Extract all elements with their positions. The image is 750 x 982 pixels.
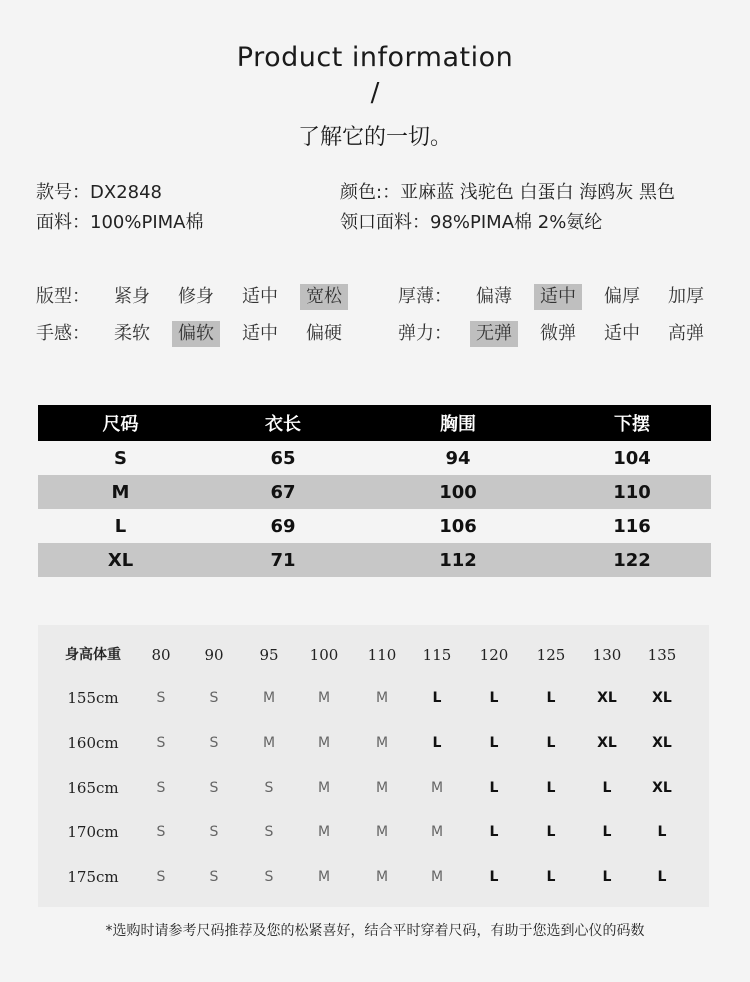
recommended-size-cell: M [317, 735, 331, 751]
recommended-size-cell: S [209, 869, 219, 885]
recommended-size-cell: S [264, 824, 274, 840]
weight-header: 120 [479, 646, 509, 664]
hem-cell: 116 [613, 515, 651, 537]
recommended-size-cell: M [317, 869, 331, 885]
recommended-size-cell: M [317, 824, 331, 840]
feel-option: 适中 [242, 323, 278, 344]
reference-header-row [38, 643, 709, 667]
feel-label: 手感： [36, 323, 90, 344]
recommended-size-cell: L [546, 869, 556, 885]
recommended-size-cell: M [375, 780, 389, 796]
recommended-size-cell: L [489, 824, 499, 840]
height-label: 175cm [67, 868, 119, 886]
thickness-option: 适中 [534, 284, 582, 310]
table-row [38, 441, 711, 475]
weight-header: 95 [259, 646, 279, 664]
reference-row [38, 731, 709, 755]
page-title: Product information [236, 42, 514, 73]
height-label: 165cm [67, 779, 119, 797]
recommended-size-cell: L [602, 824, 612, 840]
color-info: 颜色:：亚麻蓝 浅驼色 白蛋白 海鸥灰 黑色 [340, 182, 675, 203]
weight-header: 125 [536, 646, 566, 664]
chest-cell: 94 [445, 447, 471, 469]
size-table [38, 405, 711, 577]
attr-row-2 [36, 321, 726, 347]
recommended-size-cell: M [262, 690, 276, 706]
recommended-size-cell: L [489, 690, 499, 706]
fabric-info: 面料：100%PIMA棉 [36, 212, 204, 233]
recommended-size-cell: S [209, 690, 219, 706]
chest-cell: 112 [439, 549, 477, 571]
size-cell: M [111, 481, 130, 503]
fit-label: 版型： [36, 286, 90, 307]
length-cell: 67 [270, 481, 296, 503]
recommended-size-cell: L [489, 869, 499, 885]
height-label: 155cm [67, 689, 119, 707]
hem-cell: 122 [613, 549, 651, 571]
size-cell: XL [107, 549, 134, 571]
chest-cell: 100 [439, 481, 477, 503]
weight-header: 110 [367, 646, 397, 664]
recommended-size-cell: M [375, 869, 389, 885]
title-divider: / [370, 78, 380, 108]
table-row [38, 509, 711, 543]
style-number: 款号：DX2848 [36, 182, 162, 203]
attr-row-1 [36, 284, 726, 310]
recommended-size-cell: S [156, 735, 166, 751]
reference-row [38, 686, 709, 710]
header-size: 尺码 [102, 414, 139, 435]
length-cell: 69 [270, 515, 296, 537]
page-subtitle: 了解它的一切。 [297, 125, 452, 150]
recommended-size-cell: L [489, 735, 499, 751]
recommended-size-cell: M [262, 735, 276, 751]
elasticity-option: 无弹 [470, 321, 518, 347]
header-chest: 胸围 [440, 414, 476, 435]
elasticity-label: 弹力： [398, 323, 452, 344]
recommended-size-cell: S [264, 869, 274, 885]
thickness-option: 偏薄 [476, 286, 512, 307]
recommended-size-cell: L [546, 735, 556, 751]
table-row [38, 475, 711, 509]
recommended-size-cell: S [209, 780, 219, 796]
recommended-size-cell: XL [597, 735, 617, 751]
recommended-size-cell: S [264, 780, 274, 796]
weight-header: 130 [592, 646, 622, 664]
hem-cell: 110 [613, 481, 651, 503]
weight-header: 90 [204, 646, 224, 664]
recommended-size-cell: S [156, 690, 166, 706]
collar-fabric-info: 领口面料：98%PIMA棉 2%氨纶 [340, 212, 603, 233]
size-reference-grid [38, 625, 709, 907]
recommended-size-cell: L [546, 690, 556, 706]
recommended-size-cell: M [375, 824, 389, 840]
thickness-option: 偏厚 [604, 286, 640, 307]
size-advice-note: *选购时请参考尺码推荐及您的松紧喜好，结合平时穿着尺码，有助于您选到心仪的码数 [105, 923, 645, 939]
fit-option: 适中 [242, 286, 278, 307]
recommended-size-cell: S [156, 869, 166, 885]
header-hem: 下摆 [614, 414, 650, 435]
feel-option: 偏软 [172, 321, 220, 347]
size-cell: S [114, 447, 127, 469]
recommended-size-cell: M [375, 690, 389, 706]
recommended-size-cell: S [209, 735, 219, 751]
recommended-size-cell: L [546, 780, 556, 796]
size-table-header [38, 405, 711, 441]
recommended-size-cell: M [430, 869, 444, 885]
fit-option: 紧身 [114, 286, 150, 307]
weight-header: 135 [647, 646, 677, 664]
recommended-size-cell: L [432, 690, 442, 706]
weight-header: 80 [151, 646, 171, 664]
reference-corner-label: 身高体重 [65, 647, 121, 663]
elasticity-option: 适中 [604, 323, 640, 344]
recommended-size-cell: M [430, 824, 444, 840]
thickness-label: 厚薄： [398, 286, 452, 307]
recommended-size-cell: S [209, 824, 219, 840]
weight-header: 100 [309, 646, 339, 664]
recommended-size-cell: M [317, 780, 331, 796]
reference-row [38, 820, 709, 844]
recommended-size-cell: L [432, 735, 442, 751]
reference-row [38, 865, 709, 889]
fit-option: 宽松 [300, 284, 348, 310]
recommended-size-cell: M [317, 690, 331, 706]
recommended-size-cell: S [156, 780, 166, 796]
recommended-size-cell: M [375, 735, 389, 751]
recommended-size-cell: L [602, 869, 612, 885]
feel-option: 偏硬 [306, 323, 342, 344]
length-cell: 65 [270, 447, 296, 469]
elasticity-option: 高弹 [668, 323, 704, 344]
recommended-size-cell: L [657, 869, 667, 885]
height-label: 160cm [67, 734, 119, 752]
feel-option: 柔软 [114, 323, 150, 344]
hem-cell: 104 [613, 447, 651, 469]
recommended-size-cell: XL [652, 735, 672, 751]
recommended-size-cell: XL [652, 780, 672, 796]
recommended-size-cell: L [602, 780, 612, 796]
recommended-size-cell: L [489, 780, 499, 796]
reference-row [38, 776, 709, 800]
recommended-size-cell: L [657, 824, 667, 840]
height-label: 170cm [67, 823, 119, 841]
recommended-size-cell: XL [652, 690, 672, 706]
header-length: 衣长 [265, 414, 301, 435]
recommended-size-cell: S [156, 824, 166, 840]
chest-cell: 106 [439, 515, 477, 537]
size-cell: L [114, 515, 127, 537]
table-row [38, 543, 711, 577]
thickness-option: 加厚 [668, 286, 704, 307]
recommended-size-cell: M [430, 780, 444, 796]
recommended-size-cell: XL [597, 690, 617, 706]
weight-header: 115 [422, 646, 452, 664]
recommended-size-cell: L [546, 824, 556, 840]
length-cell: 71 [270, 549, 296, 571]
elasticity-option: 微弹 [540, 323, 576, 344]
fit-option: 修身 [178, 286, 214, 307]
